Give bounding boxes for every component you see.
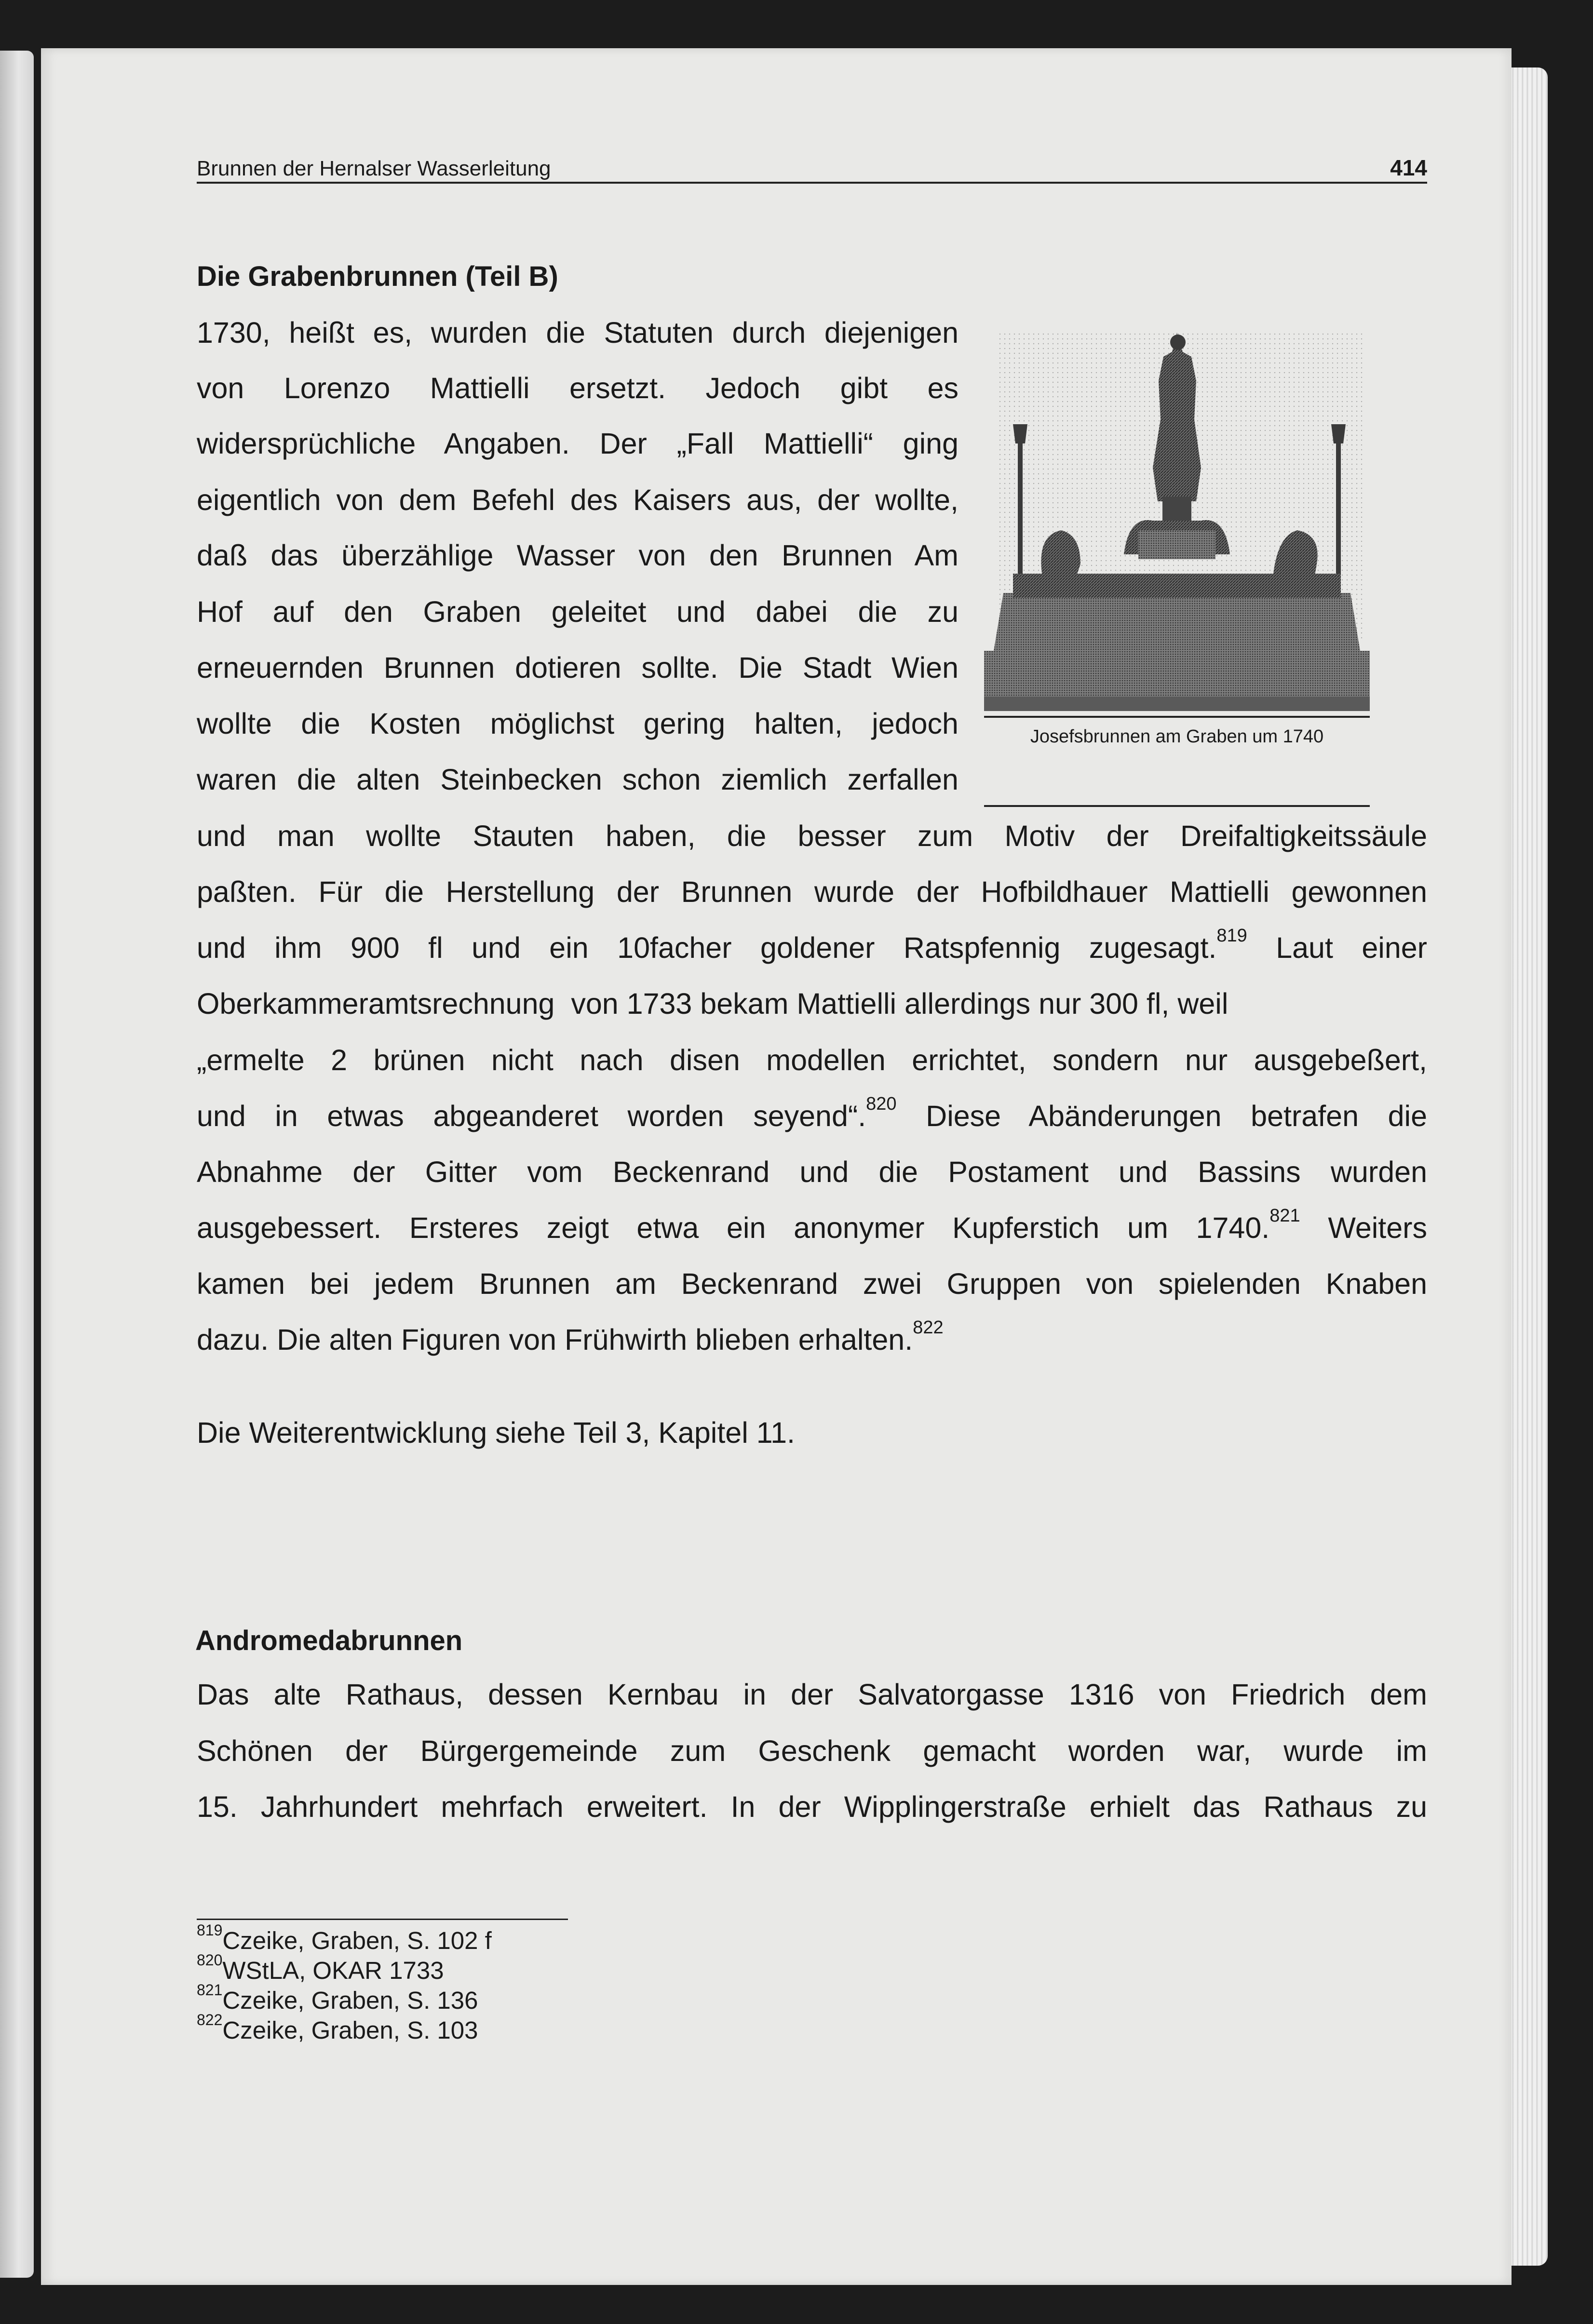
- footnote-821: [197, 1981, 478, 2015]
- footnote-820: [197, 1951, 444, 1985]
- body-line: 15. Jahrhundert mehrfach erweitert. In der Wipplingerstraße erhielt das Rathaus zu: [197, 1790, 1427, 1823]
- line-text: und ihm 900 fl und ein 10facher goldener Ratspfennig zugesagt.: [197, 931, 1217, 964]
- footnote-text: Czeike, Graben, S. 136: [222, 1987, 478, 2014]
- footnote-822: [197, 2011, 478, 2044]
- body-line: erneuernden Brunnen dotieren sollte. Die Stadt Wien: [197, 651, 958, 684]
- footnote-number: 821: [197, 1981, 223, 1999]
- footnote-ref-819[interactable]: 819: [1216, 926, 1247, 946]
- body-line: Schönen der Bürgergemeinde zum Geschenk gemacht worden war, wurde im: [197, 1734, 1427, 1767]
- footnote-819: [197, 1921, 492, 1955]
- body-line: von Lorenzo Mattielli ersetzt. Jedoch gibt es: [197, 372, 958, 404]
- body-line: Das alte Rathaus, dessen Kernbau in der Salvatorgasse 1316 von Friedrich dem: [197, 1678, 1427, 1711]
- footnote-number: 820: [197, 1951, 223, 1969]
- body-line: eigentlich von dem Befehl des Kaisers aus, der wollte,: [197, 484, 958, 516]
- book-left-edge: [0, 51, 34, 2278]
- figure-josefsbrunnen: [984, 323, 1370, 786]
- figure-caption: Josefsbrunnen am Graben um 1740: [1030, 726, 1324, 747]
- footnote-text: Czeike, Graben, S. 103: [222, 2016, 478, 2044]
- body-line: waren die alten Steinbecken schon ziemlich zerfallen: [197, 763, 958, 796]
- body-line: und man wollte Stauten haben, die besser zum Motiv der Dreifaltigkeitssäule: [197, 819, 1427, 852]
- book-page: [41, 48, 1512, 2285]
- body-line-footnote-820: [197, 1094, 1427, 1132]
- fountain-engraving-image: [984, 323, 1370, 723]
- body-line: paßten. Für die Herstellung der Brunnen wurde der Hofbildhauer Mattielli gewonnen: [197, 875, 1427, 908]
- caption-rule: [984, 805, 1370, 807]
- line-text: Laut einer: [1247, 931, 1427, 964]
- body-line-footnote-821: [197, 1206, 1427, 1244]
- running-header: [197, 148, 1427, 184]
- footnote-text: Czeike, Graben, S. 102 f: [222, 1927, 492, 1954]
- body-line: Oberkammeramtsrechnung von 1733 bekam Mattielli allerdings nur 300 fl, weil: [197, 987, 1228, 1020]
- body-line: widersprüchliche Angaben. Der „Fall Mattielli“ ging: [197, 427, 958, 460]
- line-text: und in etwas abgeanderet worden seyend“.: [197, 1100, 866, 1132]
- footnote-number: 819: [197, 1921, 223, 1939]
- footnote-text: WStLA, OKAR 1733: [222, 1957, 444, 1984]
- header-title: Brunnen der Hernalser Wasserleitung: [197, 157, 551, 180]
- body-line: „ermelte 2 brünen nicht nach disen modellen errichtet, sondern nur ausgebeßert,: [197, 1044, 1427, 1076]
- line-text: Weiters: [1300, 1211, 1427, 1244]
- body-line: 1730, heißt es, wurden die Statuten durch diejenigen: [197, 316, 958, 349]
- body-line: wollte die Kosten möglichst gering halten, jedoch: [197, 707, 958, 740]
- line-text: dazu. Die alten Figuren von Frühwirth blieben erhalten.: [197, 1323, 913, 1356]
- line-text: Diese Abänderungen betrafen die: [896, 1100, 1427, 1132]
- footnote-ref-822[interactable]: 822: [913, 1317, 944, 1338]
- body-line: kamen bei jedem Brunnen am Beckenrand zwei Gruppen von spielenden Knaben: [197, 1267, 1427, 1300]
- body-line: Hof auf den Graben geleitet und dabei die zu: [197, 595, 958, 628]
- footnote-ref-821[interactable]: 821: [1269, 1206, 1300, 1226]
- line-text: ausgebessert. Ersteres zeigt etwa ein anonymer Kupferstich um 1740.: [197, 1211, 1270, 1244]
- section-heading-grabenbrunnen: Die Grabenbrunnen (Teil B): [197, 261, 558, 292]
- footnote-number: 822: [197, 2011, 223, 2028]
- page-number: 414: [1390, 155, 1427, 180]
- body-line-footnote-822: [197, 1317, 944, 1356]
- body-line-footnote-819: [197, 926, 1427, 964]
- cross-reference-line: Die Weiterentwicklung siehe Teil 3, Kapitel 11.: [197, 1416, 795, 1449]
- body-line: Abnahme der Gitter vom Beckenrand und die Postament und Bassins wurden: [197, 1155, 1427, 1188]
- section-heading-andromedabrunnen: Andromedabrunnen: [195, 1625, 463, 1656]
- footnote-ref-820[interactable]: 820: [866, 1094, 897, 1114]
- footnote-rule: [197, 1919, 568, 1920]
- body-line: daß das überzählige Wasser von den Brunnen Am: [197, 539, 958, 572]
